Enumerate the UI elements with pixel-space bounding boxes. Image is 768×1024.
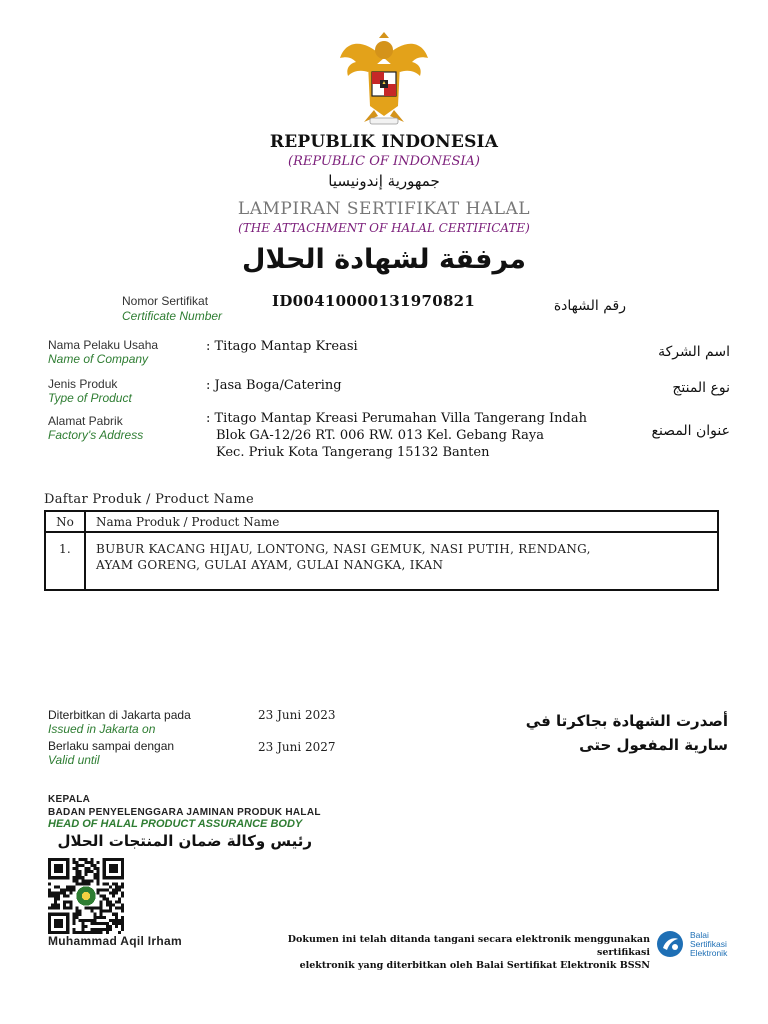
address-label-ar: عنوان المصنع	[651, 423, 730, 439]
country-title-en: (REPUBLIC OF INDONESIA)	[288, 154, 480, 169]
valid-label: Berlaku sampai dengan	[48, 739, 175, 753]
e-sign-note	[240, 933, 650, 972]
country-title-ar: جمهورية إندونيسيا	[328, 172, 440, 190]
issued-date: 23 Juni 2023	[258, 708, 336, 722]
bssn-logo-text	[690, 931, 727, 958]
country-title: REPUBLIK INDONESIA	[269, 132, 499, 152]
issued-label-ar: أصدرت الشهادة بجاكرتا في	[525, 712, 728, 730]
address-line-2: Blok GA-12/26 RT. 006 RW. 013 Kel. Gebang Raya	[216, 428, 545, 443]
valid-label-en: Valid until	[48, 753, 100, 767]
authority-body: BADAN PENYELENGGARA JAMINAN PRODUK HALAL	[48, 807, 321, 818]
company-label-ar: اسم الشركة	[658, 344, 730, 360]
cert-number-label-ar: رقم الشهادة	[553, 298, 626, 314]
qr-code-icon	[48, 858, 124, 934]
authority-body-ar: رئيس وكالة ضمان المنتجات الحلال	[57, 832, 312, 850]
product-type-label-en: Type of Product	[48, 391, 132, 405]
row-product-line-1: BUBUR KACANG HIJAU, LONTONG, NASI GEMUK, NASI PUTIH, RENDANG,	[96, 542, 591, 556]
authority-body-en: HEAD OF HALAL PRODUCT ASSURANCE BODY	[48, 818, 303, 830]
bssn-logo-line-3: Elektronik	[690, 948, 728, 958]
company-label: Nama Pelaku Usaha	[48, 338, 159, 352]
attachment-title-ar: مرفقة لشهادة الحلال	[242, 244, 526, 275]
address-label-en: Factory's Address	[48, 428, 144, 442]
table-row	[45, 532, 718, 590]
valid-label-ar: سارية المفعول حتى	[579, 736, 728, 754]
row-product-names	[85, 532, 718, 590]
row-no: 1.	[45, 532, 85, 590]
cert-number-label-en: Certificate Number	[122, 309, 223, 323]
address-line-3: Kec. Priuk Kota Tangerang 15132 Banten	[216, 445, 490, 460]
product-list-title: Daftar Produk / Product Name	[44, 492, 254, 507]
product-table	[44, 510, 719, 591]
signer-name: Muhammad Aqil Irham	[48, 934, 182, 948]
address-label: Alamat Pabrik	[48, 414, 123, 428]
e-sign-note-line-1: Dokumen ini telah ditanda tangani secara elektronik menggunakan sertifikasi	[287, 934, 650, 958]
company-value: : Titago Mantap Kreasi	[206, 339, 358, 354]
e-sign-note-line-2: elektronik yang diterbitkan oleh Balai Sertifikat Elektronik BSSN	[299, 960, 650, 971]
cert-number-value: ID00410000131970821	[272, 292, 476, 310]
company-label-en: Name of Company	[48, 352, 149, 366]
row-product-line-2: AYAM GORENG, GULAI AYAM, GULAI NANGKA, IKAN	[96, 558, 444, 572]
valid-date: 23 Juni 2027	[258, 740, 336, 754]
col-no-header: No	[45, 511, 85, 532]
product-type-label-ar: نوع المنتج	[672, 380, 730, 396]
issued-label-en: Issued in Jakarta on	[48, 722, 156, 736]
col-name-header: Nama Produk / Product Name	[85, 511, 718, 532]
bssn-logo-line-2: Sertifikasi	[690, 939, 727, 949]
attachment-title: LAMPIRAN SERTIFIKAT HALAL	[237, 199, 531, 219]
product-table-header	[45, 511, 718, 532]
cert-number-label: Nomor Sertifikat	[122, 294, 209, 308]
attachment-title-en: (THE ATTACHMENT OF HALAL CERTIFICATE)	[238, 221, 530, 235]
issued-label: Diterbitkan di Jakarta pada	[48, 708, 191, 722]
authority-title: KEPALA	[48, 794, 91, 805]
address-line-1: : Titago Mantap Kreasi Perumahan Villa Tangerang Indah	[206, 411, 587, 426]
bssn-logo-line-1: Balai	[690, 930, 709, 940]
bssn-logo-icon	[656, 930, 684, 958]
garuda-emblem-icon	[334, 28, 434, 128]
product-type-value: : Jasa Boga/Catering	[206, 378, 342, 393]
product-type-label: Jenis Produk	[48, 377, 118, 391]
